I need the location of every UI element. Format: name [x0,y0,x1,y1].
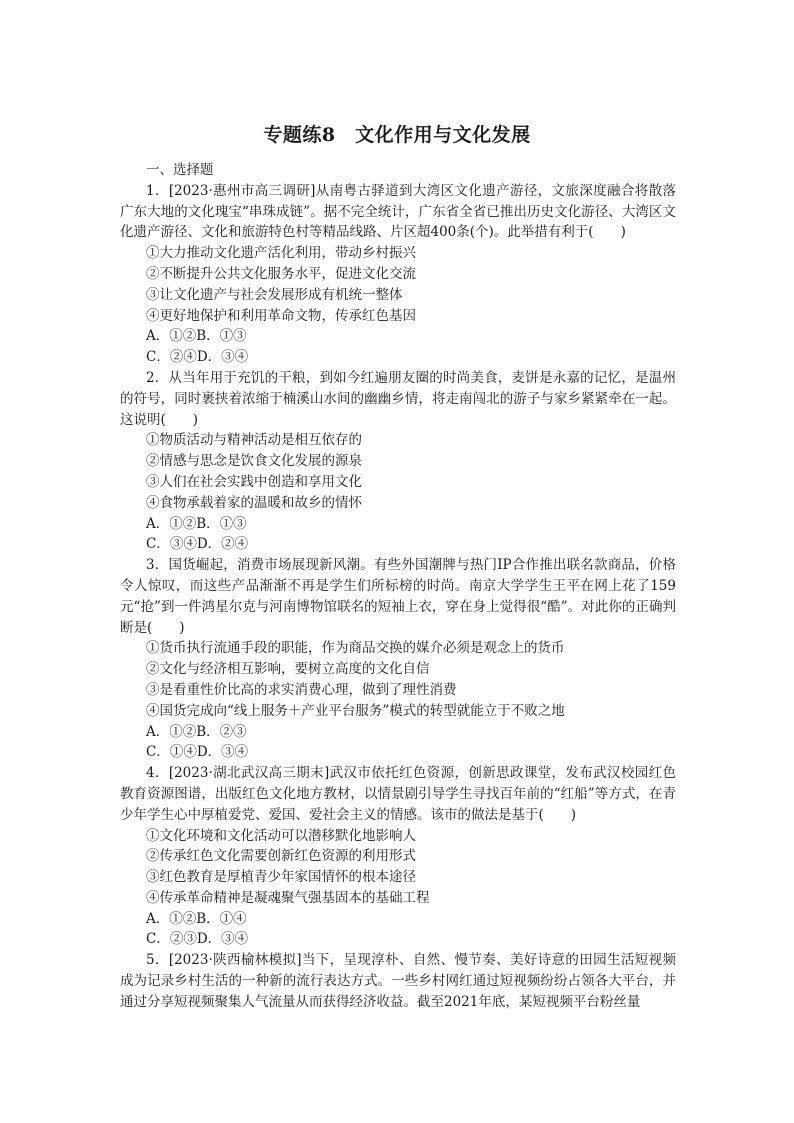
question-stem: 3．国货崛起，消费市场展现新风潮。有些外国潮牌与热门IP合作推出联名款商品，价格令人惊叹，而这些产品渐渐不再是学生们所标榜的时尚。南京大学学生王平在网上花了159元“抢”到一件鸿星尔克与河南博物馆联名的短袖上衣，穿在身上觉得很“酷”。对此你的正确判断是( ) [120,557,676,636]
statement-item: ③是看重性价比高的求实消费心理，做到了理性消费 [146,681,457,698]
answer-choices: A．①②B．①③ [146,328,247,345]
answer-choices: A．①②B．②③ [146,723,247,740]
question-stem: 2．从当年用于充饥的干粮，到如今红遍朋友圈的时尚美食，麦饼是永嘉的记忆，是温州的符号，同时裹挟着浓缩于楠溪山水间的幽幽乡情，将走南闯北的游子与家乡紧紧牵在一起。这说明( ) [120,369,676,428]
answer-choices: A．①②B．①③ [146,515,247,532]
statement-item: ②情感与思念是饮食文化发展的源泉 [146,453,362,470]
section-heading: 一、选择题 [146,162,214,178]
statement-item: ②传承红色文化需要创新红色资源的利用形式 [146,848,416,865]
statement-item: ④更好地保护和利用革命文物，传承红色基因 [146,307,416,324]
statement-item: ③人们在社会实践中创造和享用文化 [146,473,362,490]
question-stem: 1．[2023·惠州市高三调研]从南粤古驿道到大湾区文化遗产游径，文旅深度融合将散落广东大地的文化瑰宝“串珠成链”。据不完全统计，广东省全省已推出历史文化游径、大湾区文化遗产游径、文化和旅游特色村等精品线路、片区超400条(个)。此举措有利于( ) [120,182,676,241]
answer-choices: C．②④D．③④ [146,349,249,366]
answer-choices: C．③④D．②④ [146,536,249,553]
answer-choices: A．①②B．①④ [146,910,247,927]
statement-item: ②文化与经济相互影响，要树立高度的文化自信 [146,661,430,678]
question-4 [120,763,676,950]
question-1 [120,181,676,368]
statement-item: ④食物承载着家的温暖和故乡的情怀 [146,494,362,511]
statement-item: ③红色教育是厚植青少年家国情怀的根本途径 [146,869,416,886]
question-3 [120,555,676,763]
statement-item: ①文化环境和文化活动可以潜移默化地影响人 [146,827,416,844]
question-list [120,160,676,1013]
question-stem: 4．[2023·湖北武汉高三期末]武汉市依托红色资源，创新思政课堂，发布武汉校园红色教育资源图谱，出版红色文化地方教材，以情景剧引导学生寻找百年前的“红船”等方式，在青少年学生心中厚植爱党、爱国、爱社会主义的情感。该市的做法是基于( ) [120,765,676,823]
answer-choices: C．②③D．③④ [146,931,249,948]
answer-choices: C．①④D．③④ [146,744,249,761]
question-2 [120,368,676,555]
question-stem: 5．[2023·陕西榆林模拟]当下，呈现淳朴、自然、慢节奏、美好诗意的田园生活短视频成为记录乡村生活的一种新的流行表达方式。一些乡村网红通过短视频纷纷占领各大平台，并通过分享短视频聚集人气流量从而获得经济收益。截至2021年底，某短视频平台粉丝量 [120,952,676,1010]
statement-item: ④传承革命精神是凝魂聚气强基固本的基础工程 [146,889,430,906]
statement-item: ①货币执行流通手段的职能，作为商品交换的媒介必须是观念上的货币 [146,640,565,657]
statement-item: ②不断提升公共文化服务水平，促进文化交流 [146,265,416,282]
statement-item: ①物质活动与精神活动是相互依存的 [146,432,362,449]
statement-item: ③让文化遗产与社会发展形成有机统一整体 [146,286,403,303]
question-5 [120,950,676,1012]
page-title: 专题练8 文化作用与文化发展 [263,124,531,146]
statement-item: ①大力推动文化遗产活化利用，带动乡村振兴 [146,245,416,262]
statement-item: ④国货完成向“线上服务＋产业平台服务”模式的转型就能立于不败之地 [146,702,565,719]
